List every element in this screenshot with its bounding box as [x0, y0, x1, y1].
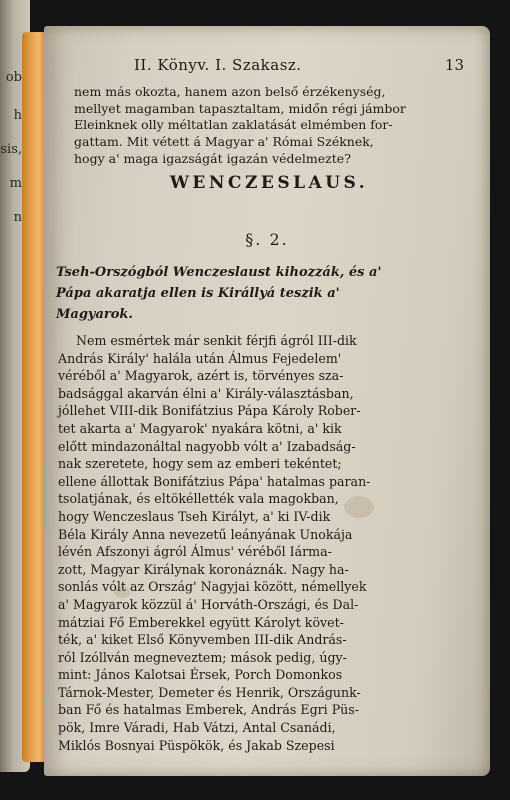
- text-line: a' Magyarok közzül á' Horváth-Országi, és Dal-: [58, 596, 359, 612]
- text-line: tet akarta a' Magyarok' nyakára kötni, a' kik: [58, 420, 342, 436]
- text-line: ellene állottak Bonifátzius Pápa' hatalmas paran-: [58, 473, 371, 489]
- text-line: nem más okozta, hanem azon belső érzékenység,: [74, 84, 386, 99]
- summary-line: Magyarok.: [56, 307, 133, 322]
- left-page-fragment: sis,: [0, 142, 22, 157]
- text-line: lévén Afszonyi ágról Álmus' véréből Iárma-: [58, 544, 332, 560]
- text-line: hogy a' maga igazságát igazán védelmezte?: [74, 150, 351, 166]
- text-line: előtt mindazonáltal nagyobb vólt a' Izabadság-: [58, 438, 356, 454]
- text-line: Eleinknek olly méltatlan zaklatását elmémben for-: [74, 117, 393, 133]
- text-line: tsolatjának, és eltökéllették vala magokban,: [58, 491, 339, 507]
- text-line: mellyet magamban tapasztaltam, midőn régi jámbor: [74, 100, 406, 116]
- text-line: zott, Magyar Királynak koronáznák. Nagy ha-: [58, 561, 349, 577]
- section-summary: [56, 262, 478, 325]
- text-line: pök, Imre Váradi, Hab Vátzi, Antal Csanádi,: [58, 720, 336, 736]
- text-line: ban Fő és hatalmas Emberek, András Egri Püs-: [58, 702, 360, 718]
- text-line: mátziai Fő Emberekkel együtt Károlyt követ-: [58, 614, 344, 630]
- text-line: jóllehet VIII-dik Bonifátzius Pápa Károly Rober-: [58, 403, 361, 419]
- paragraph-mark: §. 2.: [245, 230, 289, 249]
- text-line: Nem esmértek már senkit férjfi ágról III-dik: [76, 333, 357, 348]
- left-page-fragment: ob: [5, 70, 22, 85]
- book-page: [44, 26, 490, 776]
- section-title: WENCZESLAUS.: [169, 173, 369, 193]
- summary-line: Pápa akaratja ellen is Királlyá teszik a': [56, 286, 340, 301]
- text-line: nak szeretete, hogy sem az emberi tekéntet;: [58, 456, 342, 472]
- text-line: sonlás vólt az Ország' Nagyjai között, némellyek: [58, 579, 367, 595]
- left-page-fragment: n: [13, 210, 22, 225]
- top-text-block: [74, 84, 470, 168]
- left-page-fragment: h: [13, 108, 22, 123]
- text-line: Béla Király Anna nevezetű leányának Unokája: [58, 526, 353, 542]
- running-head: II. Könyv. I. Szakasz.: [134, 56, 302, 74]
- text-line: András Király' halála után Álmus Fejedelem': [58, 350, 342, 366]
- text-line: ról Izóllván megneveztem; mások pedig, úgy-: [58, 649, 347, 665]
- summary-line: Tseh-Orszógból Wenczeslaust kihozzák, és a': [56, 265, 382, 280]
- left-page-fragment: m: [9, 176, 22, 191]
- text-line: hogy Wenczeslaus Tseh Királyt, a' ki IV-dik: [58, 508, 331, 524]
- text-line: mint: János Kalotsai Érsek, Porch Domonkos: [58, 667, 343, 683]
- text-line: ték, a' kiket Első Könyvemben III-dik András-: [58, 632, 347, 648]
- page-number: 13: [444, 56, 464, 74]
- page-header: [74, 56, 464, 78]
- main-text-block: [58, 332, 474, 754]
- text-line: badsággal akarván élni a' Király-választásban,: [58, 385, 354, 401]
- text-line: Tárnok-Mester, Demeter és Henrik, Országunk-: [58, 684, 361, 700]
- text-line: véréből a' Magyarok, azért is, törvényes sza-: [58, 368, 344, 384]
- text-line: gattam. Mit vétett á Magyar a' Római Széknek,: [74, 134, 374, 150]
- text-line: Miklós Bosnyai Püspökök, és Jakab Szepesi: [58, 737, 335, 753]
